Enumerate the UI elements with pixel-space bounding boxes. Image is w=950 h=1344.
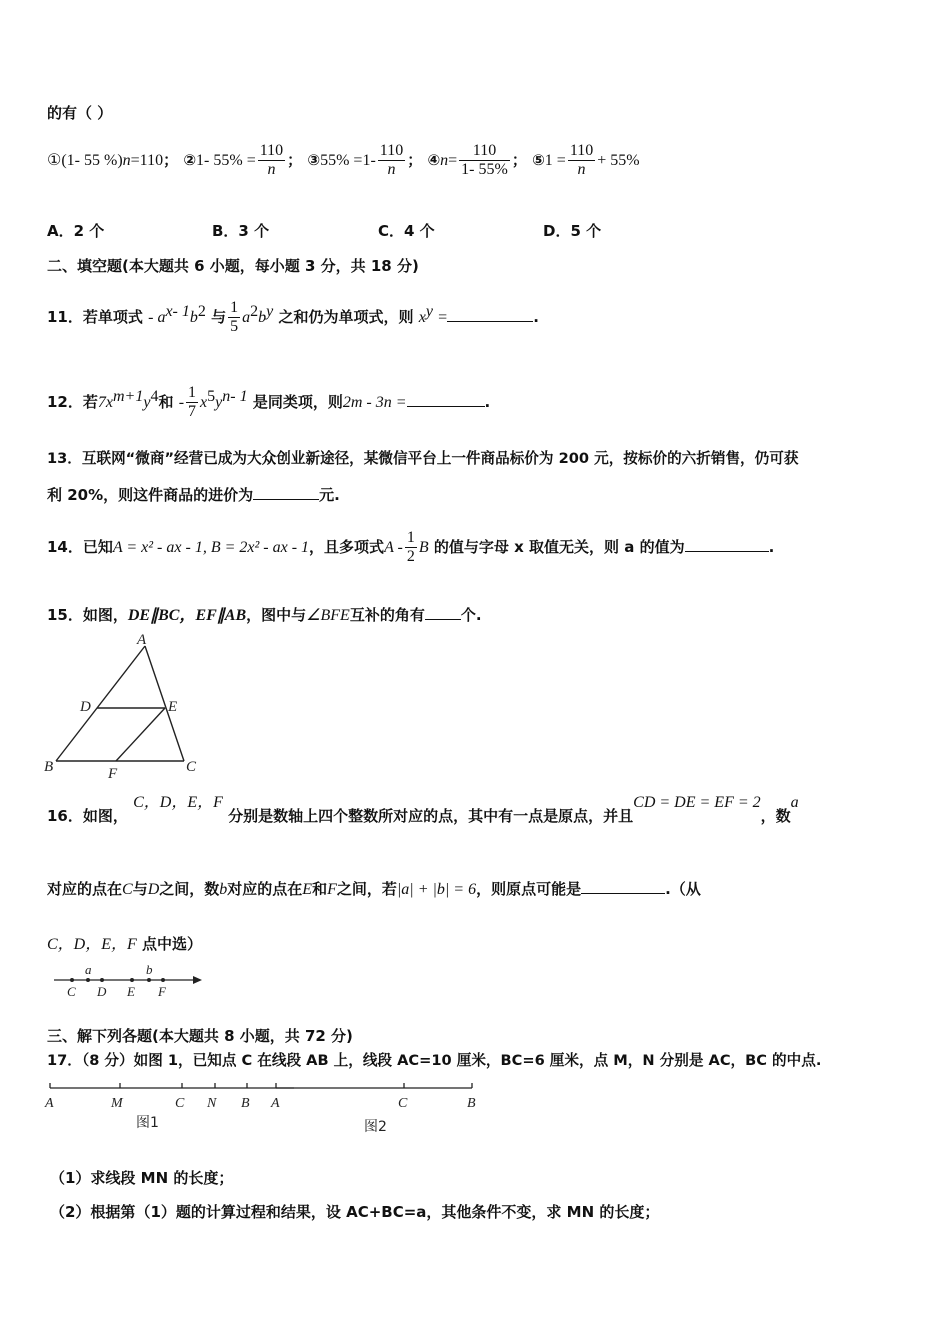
- q17-figures: [44, 1074, 484, 1136]
- choice-c: C．4 个: [378, 222, 435, 240]
- question-16-line-1: 16．如图， C，D，E，F 分别是数轴上四个整数所对应的点，其中有一点是原点，并且CD = DE = EF = 2，数a: [47, 794, 799, 825]
- answer-blank[interactable]: [581, 879, 665, 894]
- figure-1-caption: 图1: [136, 1115, 159, 1131]
- label-f: F: [158, 984, 166, 999]
- label-b: B: [241, 1096, 250, 1111]
- label-a: A: [137, 632, 147, 648]
- label-f: F: [108, 766, 118, 778]
- question-14: 14．已知A = x² - ax - 1, B = 2x² - ax - 1，且多项式A - $\frac{1}{2}$ B 的值与字母 x 取值无关，则 a 的值为 .: [47, 528, 775, 565]
- question-16-line-3: C，D，E，F 点中选）: [47, 935, 203, 953]
- question-17-sub-2: （2）根据第（1）题的计算过程和结果，设 AC+BC=a，其他条件不变，求 MN 的长度；: [50, 1203, 660, 1221]
- figure-2-caption: 图2: [364, 1119, 387, 1135]
- answer-blank[interactable]: [407, 392, 485, 407]
- option-4: ④n= $\frac{110}{1- 55\%}$ ；: [427, 141, 527, 178]
- answer-blank[interactable]: [425, 605, 461, 620]
- label-b: B: [44, 759, 54, 775]
- label-n: N: [207, 1096, 217, 1111]
- label-c2: C: [398, 1096, 408, 1111]
- axis-arrow-icon: [193, 976, 202, 984]
- section-3-heading: 三、解下列各题(本大题共 8 小题，共 72 分): [47, 1027, 353, 1045]
- question-11: 11．若单项式 - $a^{x- 1}b^2$ 与 $\frac{1}{5}$ $a^2b^y$ 之和仍为单项式，则 $x^y$ = .: [47, 298, 539, 335]
- label-m: M: [111, 1096, 123, 1111]
- label-e: E: [168, 699, 178, 715]
- label-d: D: [97, 984, 107, 999]
- question-15: 15．如图，DE∥BC，EF∥AB，图中与∠BFE互补的角有 个.: [47, 606, 482, 624]
- question-17-sub-1: （1）求线段 MN 的长度；: [50, 1169, 234, 1187]
- choice-d: D．5 个: [543, 222, 602, 240]
- point-c: [70, 978, 74, 982]
- option-1: ①(1- 55 %)n=110；: [47, 151, 179, 169]
- answer-blank[interactable]: [253, 485, 319, 500]
- answer-blank[interactable]: [685, 537, 769, 552]
- label-c: C: [186, 759, 197, 775]
- question-13-line-2: 利 20%，则这件商品的进价为 元.: [47, 486, 340, 504]
- section-2-heading: 二、填空题(本大题共 6 小题，每小题 3 分，共 18 分): [47, 257, 419, 275]
- figure-2: [270, 1083, 476, 1135]
- option-5: ⑤1 = $\frac{110}{n}$ + 55%: [532, 141, 640, 178]
- point-f: [161, 978, 165, 982]
- label-a2: A: [271, 1096, 280, 1111]
- segment-ac: [145, 646, 184, 761]
- label-d: D: [80, 699, 91, 715]
- label-c: C: [67, 984, 76, 999]
- point-a: [86, 978, 90, 982]
- label-c: C: [175, 1096, 185, 1111]
- q16-number-line: [50, 960, 210, 1000]
- label-a: A: [45, 1096, 54, 1111]
- segment-ef: [116, 708, 165, 761]
- label-b2: B: [467, 1096, 476, 1111]
- q10-stem-end: 的有（ ）: [47, 104, 113, 122]
- label-a: a: [85, 962, 92, 977]
- choice-b: B．3 个: [212, 222, 270, 240]
- point-b: [147, 978, 151, 982]
- question-12: 12．若$7x^{m+1}y^4$和 - $\frac{1}{7}$ $x^5y^{n- 1}$ 是同类项，则2m - 3n = .: [47, 383, 491, 420]
- point-d: [100, 978, 104, 982]
- question-17: 17．（8 分）如图 1，已知点 C 在线段 AB 上，线段 AC=10 厘米，BC=6 厘米，点 M，N 分别是 AC，BC 的中点.: [47, 1052, 822, 1069]
- q15-triangle-figure: [40, 628, 210, 778]
- answer-blank[interactable]: [447, 307, 533, 322]
- q10-options: [47, 138, 640, 183]
- figure-1: [44, 1083, 294, 1131]
- question-13-line-1: 13．互联网“微商”经营已成为大众创业新途径，某微信平台上一件商品标价为 200 元，按标价的六折销售，仍可获: [47, 450, 799, 467]
- label-b: b: [146, 962, 153, 977]
- question-16-line-2: 对应的点在C与D之间，数b对应的点在E和F之间，若|a| + |b| = 6，则原点可能是 .（从: [47, 880, 701, 898]
- label-e: E: [127, 984, 135, 999]
- option-3: ③55% =1- $\frac{110}{n}$ ；: [307, 141, 423, 178]
- option-2: ②1- 55% = $\frac{110}{n}$ ；: [183, 141, 303, 178]
- point-e: [130, 978, 134, 982]
- choice-a: A．2 个: [47, 222, 105, 240]
